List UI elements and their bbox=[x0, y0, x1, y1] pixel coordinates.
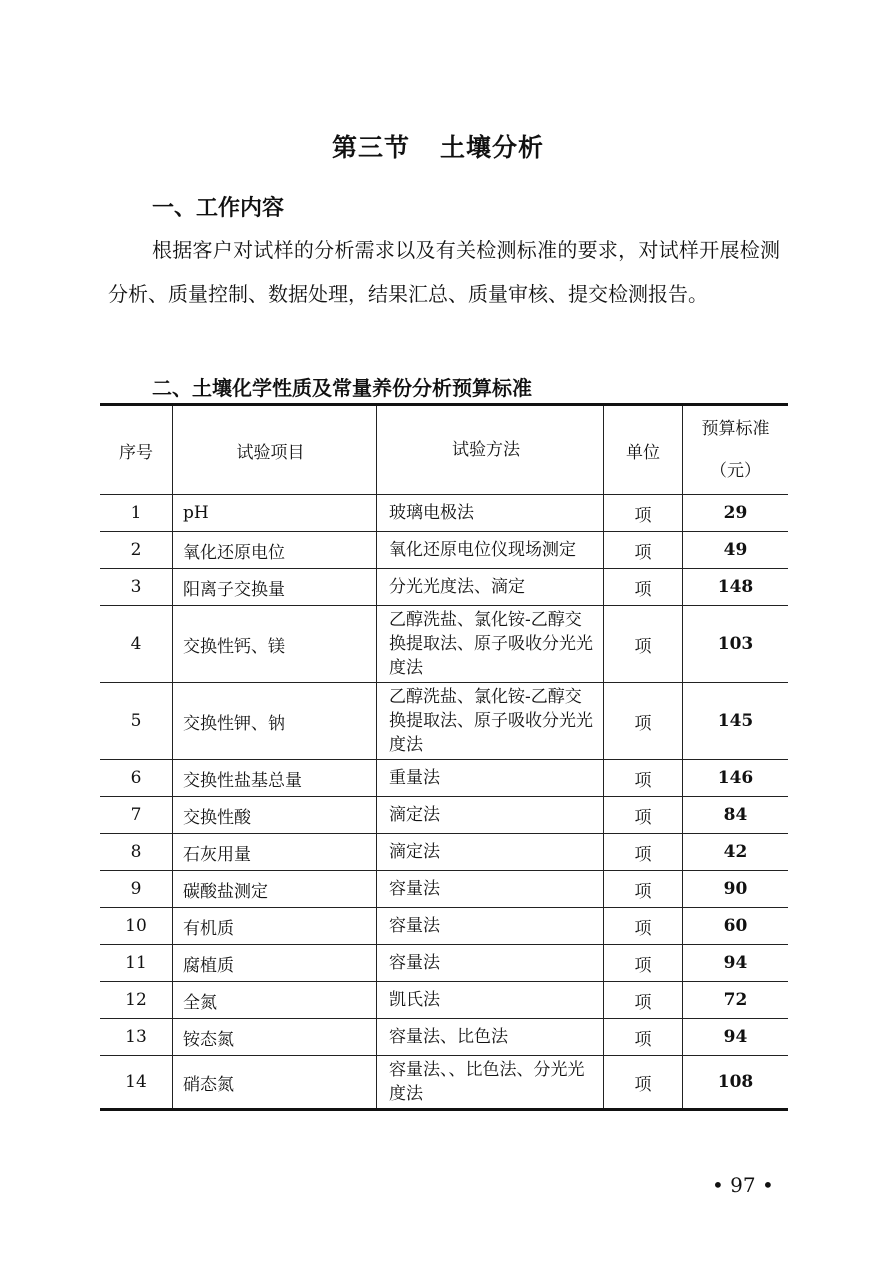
table-header-row bbox=[100, 405, 788, 495]
cell-no: 13 bbox=[100, 1019, 173, 1056]
cell-no: 4 bbox=[100, 606, 173, 683]
cell-unit: 项 bbox=[604, 532, 683, 569]
cell-price: 72 bbox=[683, 982, 789, 1019]
budget-table bbox=[100, 403, 788, 1111]
section-title bbox=[0, 128, 876, 164]
cell-item: 交换性盐基总量 bbox=[173, 760, 377, 797]
cell-method: 重量法 bbox=[377, 760, 604, 797]
cell-unit: 项 bbox=[604, 1056, 683, 1110]
table-row bbox=[100, 871, 788, 908]
table-row bbox=[100, 1056, 788, 1110]
cell-unit: 项 bbox=[604, 797, 683, 834]
cell-item: pH bbox=[173, 495, 377, 532]
cell-unit: 项 bbox=[604, 495, 683, 532]
cell-method: 滴定法 bbox=[377, 797, 604, 834]
cell-price: 90 bbox=[683, 871, 789, 908]
cell-item: 交换性钙、镁 bbox=[173, 606, 377, 683]
heading-work-content: 一、工作内容 bbox=[152, 196, 285, 221]
cell-method: 容量法 bbox=[377, 871, 604, 908]
cell-price: 94 bbox=[683, 1019, 789, 1056]
cell-item: 全氮 bbox=[173, 982, 377, 1019]
cell-unit: 项 bbox=[604, 982, 683, 1019]
cell-method: 乙醇洗盐、氯化铵-乙醇交换提取法、原子吸收分光光度法 bbox=[377, 683, 604, 760]
cell-item: 硝态氮 bbox=[173, 1056, 377, 1110]
cell-item: 碳酸盐测定 bbox=[173, 871, 377, 908]
cell-method: 氧化还原电位仪现场测定 bbox=[377, 532, 604, 569]
page-number: • 97 • bbox=[712, 1173, 774, 1197]
table-row bbox=[100, 495, 788, 532]
header-method: 试验方法 bbox=[377, 405, 604, 495]
cell-item: 腐植质 bbox=[173, 945, 377, 982]
table-row bbox=[100, 982, 788, 1019]
cell-no: 1 bbox=[100, 495, 173, 532]
cell-no: 5 bbox=[100, 683, 173, 760]
cell-method: 容量法 bbox=[377, 945, 604, 982]
cell-method: 滴定法 bbox=[377, 834, 604, 871]
cell-unit: 项 bbox=[604, 569, 683, 606]
header-price-label: 预算标准 bbox=[701, 419, 770, 439]
cell-method: 凯氏法 bbox=[377, 982, 604, 1019]
cell-method: 容量法 bbox=[377, 908, 604, 945]
cell-unit: 项 bbox=[604, 871, 683, 908]
cell-unit: 项 bbox=[604, 908, 683, 945]
section-name: 土壤分析 bbox=[440, 133, 545, 162]
cell-item: 铵态氮 bbox=[173, 1019, 377, 1056]
table-row bbox=[100, 834, 788, 871]
cell-price: 148 bbox=[683, 569, 789, 606]
header-price bbox=[683, 405, 789, 495]
cell-item: 阳离子交换量 bbox=[173, 569, 377, 606]
header-no: 序号 bbox=[100, 405, 173, 495]
cell-item: 石灰用量 bbox=[173, 834, 377, 871]
header-price-unit: （元） bbox=[710, 461, 761, 481]
cell-no: 3 bbox=[100, 569, 173, 606]
cell-no: 11 bbox=[100, 945, 173, 982]
table-row bbox=[100, 532, 788, 569]
cell-price: 103 bbox=[683, 606, 789, 683]
cell-price: 145 bbox=[683, 683, 789, 760]
cell-unit: 项 bbox=[604, 945, 683, 982]
cell-no: 12 bbox=[100, 982, 173, 1019]
table-row bbox=[100, 908, 788, 945]
header-unit: 单位 bbox=[604, 405, 683, 495]
cell-method: 容量法、、比色法、分光光度法 bbox=[377, 1056, 604, 1110]
cell-price: 146 bbox=[683, 760, 789, 797]
table-row bbox=[100, 760, 788, 797]
heading-budget-standard: 二、土壤化学性质及常量养份分析预算标准 bbox=[152, 376, 532, 400]
cell-item: 氧化还原电位 bbox=[173, 532, 377, 569]
cell-no: 7 bbox=[100, 797, 173, 834]
cell-no: 14 bbox=[100, 1056, 173, 1110]
cell-unit: 项 bbox=[604, 834, 683, 871]
cell-no: 9 bbox=[100, 871, 173, 908]
table-row bbox=[100, 1019, 788, 1056]
cell-price: 108 bbox=[683, 1056, 789, 1110]
cell-price: 94 bbox=[683, 945, 789, 982]
table-row bbox=[100, 606, 788, 683]
cell-item: 交换性钾、钠 bbox=[173, 683, 377, 760]
cell-item: 交换性酸 bbox=[173, 797, 377, 834]
cell-method: 容量法、比色法 bbox=[377, 1019, 604, 1056]
table-row bbox=[100, 569, 788, 606]
work-content-paragraph: 根据客户对试样的分析需求以及有关检测标准的要求，对试样开展检测分析、质量控制、数据处理，结果汇总、质量审核、提交检测报告。 bbox=[108, 238, 780, 306]
cell-no: 8 bbox=[100, 834, 173, 871]
cell-no: 6 bbox=[100, 760, 173, 797]
cell-no: 10 bbox=[100, 908, 173, 945]
cell-method: 玻璃电极法 bbox=[377, 495, 604, 532]
cell-unit: 项 bbox=[604, 1019, 683, 1056]
cell-unit: 项 bbox=[604, 683, 683, 760]
cell-price: 42 bbox=[683, 834, 789, 871]
table-row bbox=[100, 683, 788, 760]
cell-price: 49 bbox=[683, 532, 789, 569]
table-row bbox=[100, 797, 788, 834]
cell-unit: 项 bbox=[604, 606, 683, 683]
cell-price: 29 bbox=[683, 495, 789, 532]
section-number: 第三节 bbox=[331, 133, 410, 162]
cell-item: 有机质 bbox=[173, 908, 377, 945]
table-row bbox=[100, 945, 788, 982]
cell-method: 分光光度法、滴定 bbox=[377, 569, 604, 606]
cell-no: 2 bbox=[100, 532, 173, 569]
cell-unit: 项 bbox=[604, 760, 683, 797]
cell-price: 60 bbox=[683, 908, 789, 945]
cell-price: 84 bbox=[683, 797, 789, 834]
cell-method: 乙醇洗盐、氯化铵-乙醇交换提取法、原子吸收分光光度法 bbox=[377, 606, 604, 683]
header-item: 试验项目 bbox=[173, 405, 377, 495]
